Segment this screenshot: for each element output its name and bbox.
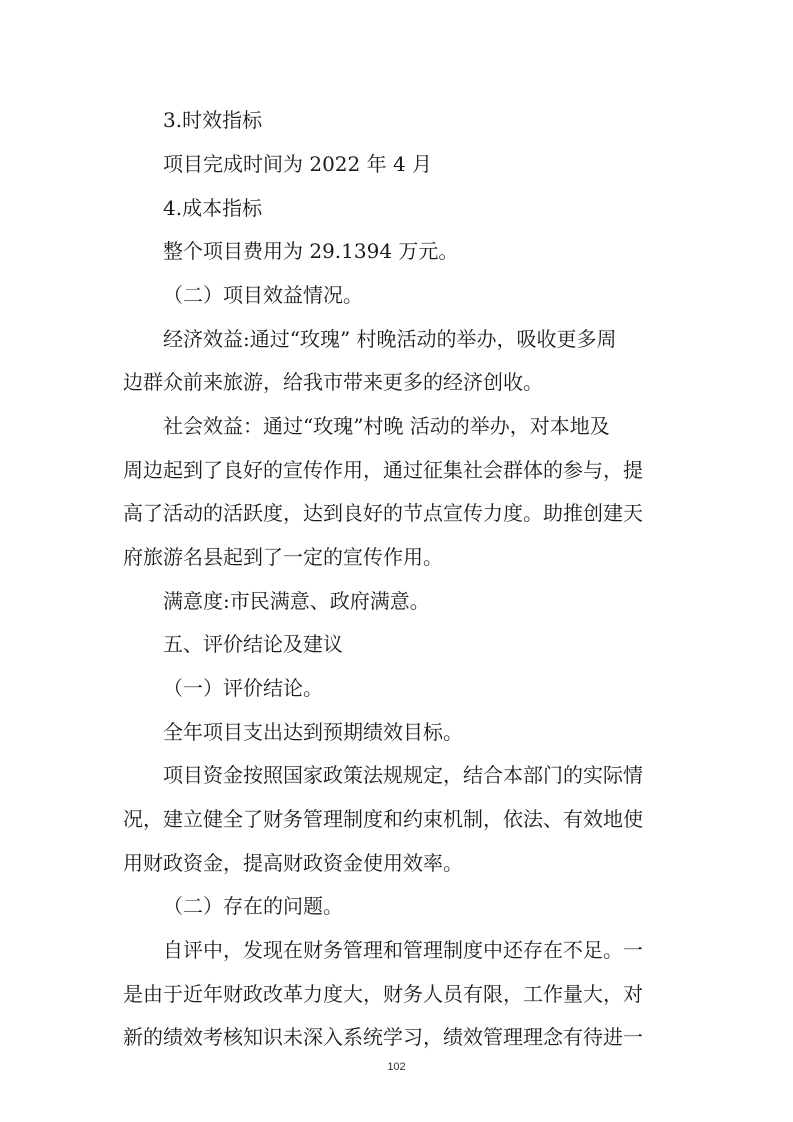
paragraph-project-cost: 整个项目费用为 29.1394 万元。 [163,239,459,263]
paragraph-social-benefit-line-2: 周边起到了良好的宣传作用，通过征集社会群体的参与，提 [123,458,643,482]
heading-timeliness: 3.时效指标 [163,108,263,132]
page-number: 102 [387,1061,406,1073]
paragraph-economic-benefit-line-2: 边群众前来旅游，给我市带来更多的经济创收。 [123,370,543,394]
heading-evaluation-conclusion: （一）评价结论。 [163,676,323,700]
paragraph-funds-line-1: 项目资金按照国家政策法规规定，结合本部门的实际情 [163,763,643,787]
paragraph-problems-line-3: 新的绩效考核知识未深入系统学习，绩效管理理念有待进一 [123,1025,643,1049]
paragraph-economic-benefit-line-1: 经济效益:通过“玫瑰” 村晚活动的举办，吸收更多周 [163,327,617,351]
paragraph-completion-time: 项目完成时间为 2022 年 4 月 [163,152,433,176]
heading-cost: 4.成本指标 [163,196,263,220]
section-heading-conclusion: 五、评价结论及建议 [163,632,343,656]
heading-project-benefits: （二）项目效益情况。 [163,283,363,307]
paragraph-satisfaction: 满意度:市民满意、政府满意。 [163,589,430,613]
paragraph-problems-line-2: 是由于近年财政改革力度大，财务人员有限，工作量大，对 [123,982,643,1006]
paragraph-social-benefit-line-3: 高了活动的活跃度，达到良好的节点宣传力度。助推创建天 [123,501,643,525]
paragraph-funds-line-3: 用财政资金，提高财政资金使用效率。 [123,851,463,875]
paragraph-target-achieved: 全年项目支出达到预期绩效目标。 [163,720,463,744]
paragraph-social-benefit-line-4: 府旅游名县起到了一定的宣传作用。 [123,545,443,569]
paragraph-funds-line-2: 况，建立健全了财务管理制度和约束机制，依法、有效地使 [123,807,643,831]
heading-existing-problems: （二）存在的问题。 [163,894,343,918]
paragraph-social-benefit-line-1: 社会效益：通过“玫瑰”村晚 活动的举办，对本地及 [163,414,610,438]
paragraph-problems-line-1: 自评中，发现在财务管理和管理制度中还存在不足。一 [163,938,643,962]
